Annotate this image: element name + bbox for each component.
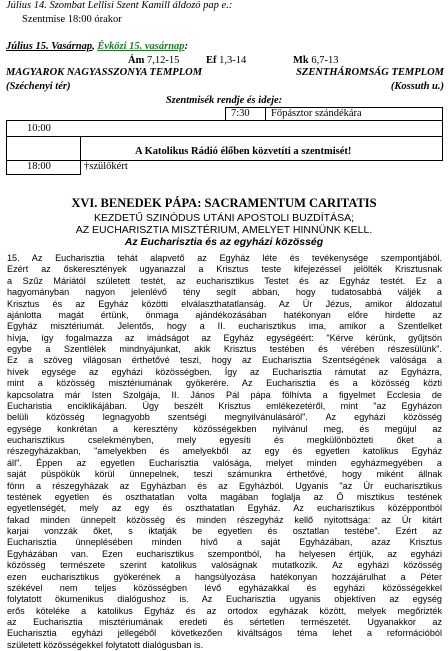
article-line: mint a közösség misztériumának gyökerére. Az Eucharisztia és a közösség közti	[7, 378, 442, 389]
article-line: Ez a szöveg világosan érthetővé teszi, hogy az Eucharisztia Szentségének valósága a	[7, 355, 442, 366]
article-line: Eucharisztia egyházi jellegéből következően kiváltságos téma lehet a reformációból	[7, 628, 442, 639]
article-line: az Eucharisztia misztériumának eredeti és sértetlen természetét. Ugyanakkor az	[7, 617, 442, 627]
article-line: eucharisztikus cselekményben, mely egyesíti és megkülönbözteti őket a	[7, 435, 442, 445]
table-border	[442, 107, 443, 161]
church-left-location: (Széchenyi tér)	[6, 81, 71, 92]
article-line: Eucharistia enciklikájában. Úgy beszélt Krisztus emlékezetéről, mint "az Egyházon	[7, 400, 442, 411]
article-line: folytatott ökumenikus dialógushoz is. Az Eucharisztia ugyanis objektíven az egység	[7, 594, 442, 605]
sunday-date: Július 15. Vasárnap	[6, 41, 93, 52]
article-section-title: Az Eucharisztia és az egyházi közösség	[124, 236, 324, 248]
mass-time-left: 10:00	[27, 123, 51, 134]
article-line: hívek egysége az egyházi közösségben. Így az Eucharisztia rámutat az Egyházra,	[7, 366, 442, 377]
article-line: Egyház misztériumát. Jelentős, hogy a II. eucharisztikus ima, amikor a Szentlelket	[7, 321, 442, 332]
article-line: testének egyetlen és oszthatatlan volta magában foglalja az Ő misztikus testének	[7, 491, 442, 502]
reading-book: Ef	[206, 55, 217, 66]
sunday-feast: Évközi 15. vasárnap	[97, 41, 185, 52]
reading-ref: 7,12-15	[144, 55, 180, 66]
article-line: a Szűz Máriától született testét, az eucharisztikus Testet és az Egyház testét. Ez a	[7, 275, 442, 286]
article-line: részegyházakban, "amelyekben és amelyekből az egy és egyetlen katolikus Egyház	[7, 446, 442, 457]
article-line: ajánlotta magát értünk, önmaga ajándékozásában hatékonyan előre hirdette az	[7, 309, 442, 320]
church-right-location: (Kossuth u.)	[390, 81, 444, 92]
table-border	[225, 107, 226, 121]
table-border	[80, 160, 81, 175]
table-border	[6, 160, 443, 161]
table-border	[6, 120, 7, 175]
article-line: született közösségekkel folytatott dialógusban is.	[7, 639, 204, 650]
table-border	[265, 107, 266, 121]
article-line: belüli közösség legnagyobb szentségi megnyilvánulásáról". Az egyházi közösség	[7, 412, 442, 423]
saturday-heading: Július 14. Szombat Lellisi Szent Kamill áldozó pap e.:	[6, 0, 233, 11]
reading-ref: 6,7-13	[308, 55, 339, 66]
article-line: fakad minden ünnepelt közösség és minden részegyház kellő nyitottsága: az Úr kitárt	[7, 514, 442, 525]
mass-intention: Főpásztor szándékára	[271, 108, 362, 119]
article-line: Ezért az őskeresztények ugyanazzal a Krisztus teste kifejezéssel jelölték Krisztusnak	[7, 264, 442, 275]
article-line: 15. Az Eucharisztia tehát alapvető az Egyház léte és tevékenysége szempontjából.	[7, 253, 442, 263]
table-border	[80, 136, 81, 161]
article-line: Eucharisztia ünneplésében minden hívő a saját Egyházában, azaz Krisztus	[7, 537, 442, 548]
radio-broadcast-note: A Katolikus Rádió élőben közvetíti a szentmisét!	[135, 146, 352, 157]
reading-1	[128, 55, 179, 66]
mass-time-right: 7:30	[231, 108, 250, 119]
article-line: székével nem teljes közösségben lévő egyházakkal és egyházi közösségekkel	[7, 582, 442, 593]
article-line: hívja, így fogalmazza az imádságot az Egyház egységéért: "Kérve kérünk, gyűjtsön	[7, 332, 442, 343]
schedule-title: Szentmisék rendje és ideje:	[165, 95, 283, 106]
article-line: kapcsolatra már Isten Szolgája, II. János Pál pápa fölhívta a figyelmet Ecclesia de	[7, 389, 442, 400]
article-subtitle: AZ EUCHARISZTIA MISZTÉRIUM, AMELYET HINNÜNK KELL.	[75, 224, 373, 236]
article-body	[7, 253, 442, 651]
church-left-name: MAGYAROK NAGYASSZONYA TEMPLOM	[6, 67, 203, 78]
reading-book: Ám	[128, 55, 145, 66]
article-line: ezen eucharisztikus gyökerének a hangsúlyozása hatékonyan hozzájárulhat a Péter	[7, 571, 442, 582]
article-line: hagyományban nagyon jelenlévő tény segít abban, hogy tudatosabbá váljék a	[7, 287, 442, 298]
sunday-colon: :	[184, 41, 189, 52]
mass-time-left: 18:00	[27, 161, 51, 172]
mass-intention: †szülőkért	[84, 161, 128, 172]
article-line: egybe a Szentlélek mindnyájunkat, akik Krisztus testében és vérében részesülünk".	[7, 344, 442, 354]
article-line: közösség természete szerint katolikus valóságnak mutatkozik. Az egyházi közösség	[7, 560, 442, 571]
article-subtitle: KEZDETŰ SZINÓDUS UTÁNI APOSTOLI BUZDÍTÁSA;	[93, 212, 354, 224]
article-line: karjai vonzzák őket, s iktatják be egyetlen és osztatlan testébe". Ezért az	[7, 526, 442, 536]
article-line: fönn a részegyházak az Egyházban és az Egyházból. Ugyanis "az Úr eucharisztikus	[7, 480, 442, 491]
table-border	[6, 136, 443, 137]
article-line: Krisztus és az Egyház közötti elválaszthatatlanság. Az Úr Jézus, amikor áldozatul	[7, 298, 442, 309]
article-line: egysége konkrétan a keresztény közösségekben nyilvánul meg, és megújul az	[7, 423, 442, 434]
article-line: egyetlenségét, mely az egy és oszthatatlan Egyház. Az eucharisztikus középpontból	[7, 503, 442, 514]
article-line: Egyházában van. Ezen eucharisztikus szempontból, ha helyesen értjük, az egyházi	[7, 548, 442, 559]
sunday-heading	[6, 41, 188, 52]
sunday-separator: ,	[92, 41, 98, 52]
reading-3	[293, 55, 339, 66]
reading-book: Mk	[293, 55, 309, 66]
article-line: saját püspökük körül ünnepelnek, teszi számunkra érthetővé, hogy miként állnak	[7, 469, 442, 480]
reading-ref: 1,3-14	[216, 55, 247, 66]
church-right-name: SZENTHÁROMSÁG TEMPLOM	[296, 67, 444, 78]
table-border	[6, 174, 81, 175]
article-line: erős köteléke a katolikus Egyház és az ortodox egyházak között, melyek megőrizték	[7, 605, 442, 616]
saturday-mass-time: Szentmise 18:00 órakor	[22, 14, 122, 25]
article-title: XVI. BENEDEK PÁPA: SACRAMENTUM CARITATIS	[71, 196, 377, 210]
article-line: áll". Éppen az egyetlen Eucharisztia valósága, melyet minden egyházmegyében a	[7, 457, 442, 468]
reading-2	[206, 55, 246, 66]
